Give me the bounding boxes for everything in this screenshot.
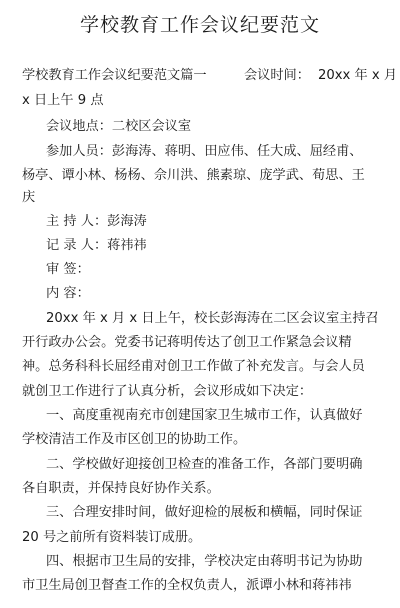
body-line: 四、根据市卫生局的安排，学校决定由蒋明书记为协助 (46, 554, 363, 569)
body-line: 就创卫工作进行了认真分析，会议形成如下决定： (22, 384, 313, 399)
recorder: 记 录 人：蒋祎祎 (46, 238, 147, 253)
content-label: 内 容： (46, 286, 90, 301)
meeting-time-label (244, 68, 397, 84)
body-line: 三、合理安排时间，做好迎检的展板和横幅，同时保证 (46, 505, 363, 520)
meeting-time-value: 20xx 年 x 月 (317, 68, 398, 83)
body-line: 市卫生局创卫督查工作的全权负责人，派谭小林和蒋祎祎 (22, 578, 352, 593)
attendees-line-1: 参加人员：彭海涛、蒋明、田应伟、任大成、屈经甫、 (46, 144, 363, 159)
meeting-time-continued: x 日上午 9 点 (22, 93, 104, 108)
attendees-line-2: 杨亭、谭小林、杨杨、佘川洪、熊素琼、庞学武、荀思、王 (22, 168, 365, 183)
body-line: 20 号之前所有资料装订成册。 (22, 530, 202, 545)
body-line: 一、高度重视南充市创建国家卫生城市工作，认真做好 (46, 408, 363, 423)
body-line: 二、学校做好迎接创卫检查的准备工作，各部门要明确 (46, 457, 363, 472)
host: 主 持 人：彭海涛 (46, 214, 147, 229)
body-line: 学校清洁工作及市区创卫的协助工作。 (22, 432, 247, 447)
review: 审 签： (46, 262, 90, 277)
document-title: 学校教育工作会议纪要范文 (79, 14, 320, 36)
attendees-line-3: 庆 (22, 190, 36, 205)
document-subtitle: 学校教育工作会议纪要范文篇一 (22, 68, 207, 83)
body-line: 20xx 年 x 月 x 日上午，校长彭海涛在二区会议室主持召 (46, 311, 379, 326)
body-line: 开行政办公会。党委书记蒋明传达了创卫工作紧急会议精 (22, 335, 352, 350)
meeting-place: 会议地点：二校区会议室 (46, 119, 192, 134)
meeting-time-label-text: 会议时间： (244, 68, 310, 83)
body-line: 神。总务科科长屈经甫对创卫工作做了补充发言。与会人员 (22, 359, 365, 374)
body-line: 各自职责，并保持良好协作关系。 (22, 481, 220, 496)
